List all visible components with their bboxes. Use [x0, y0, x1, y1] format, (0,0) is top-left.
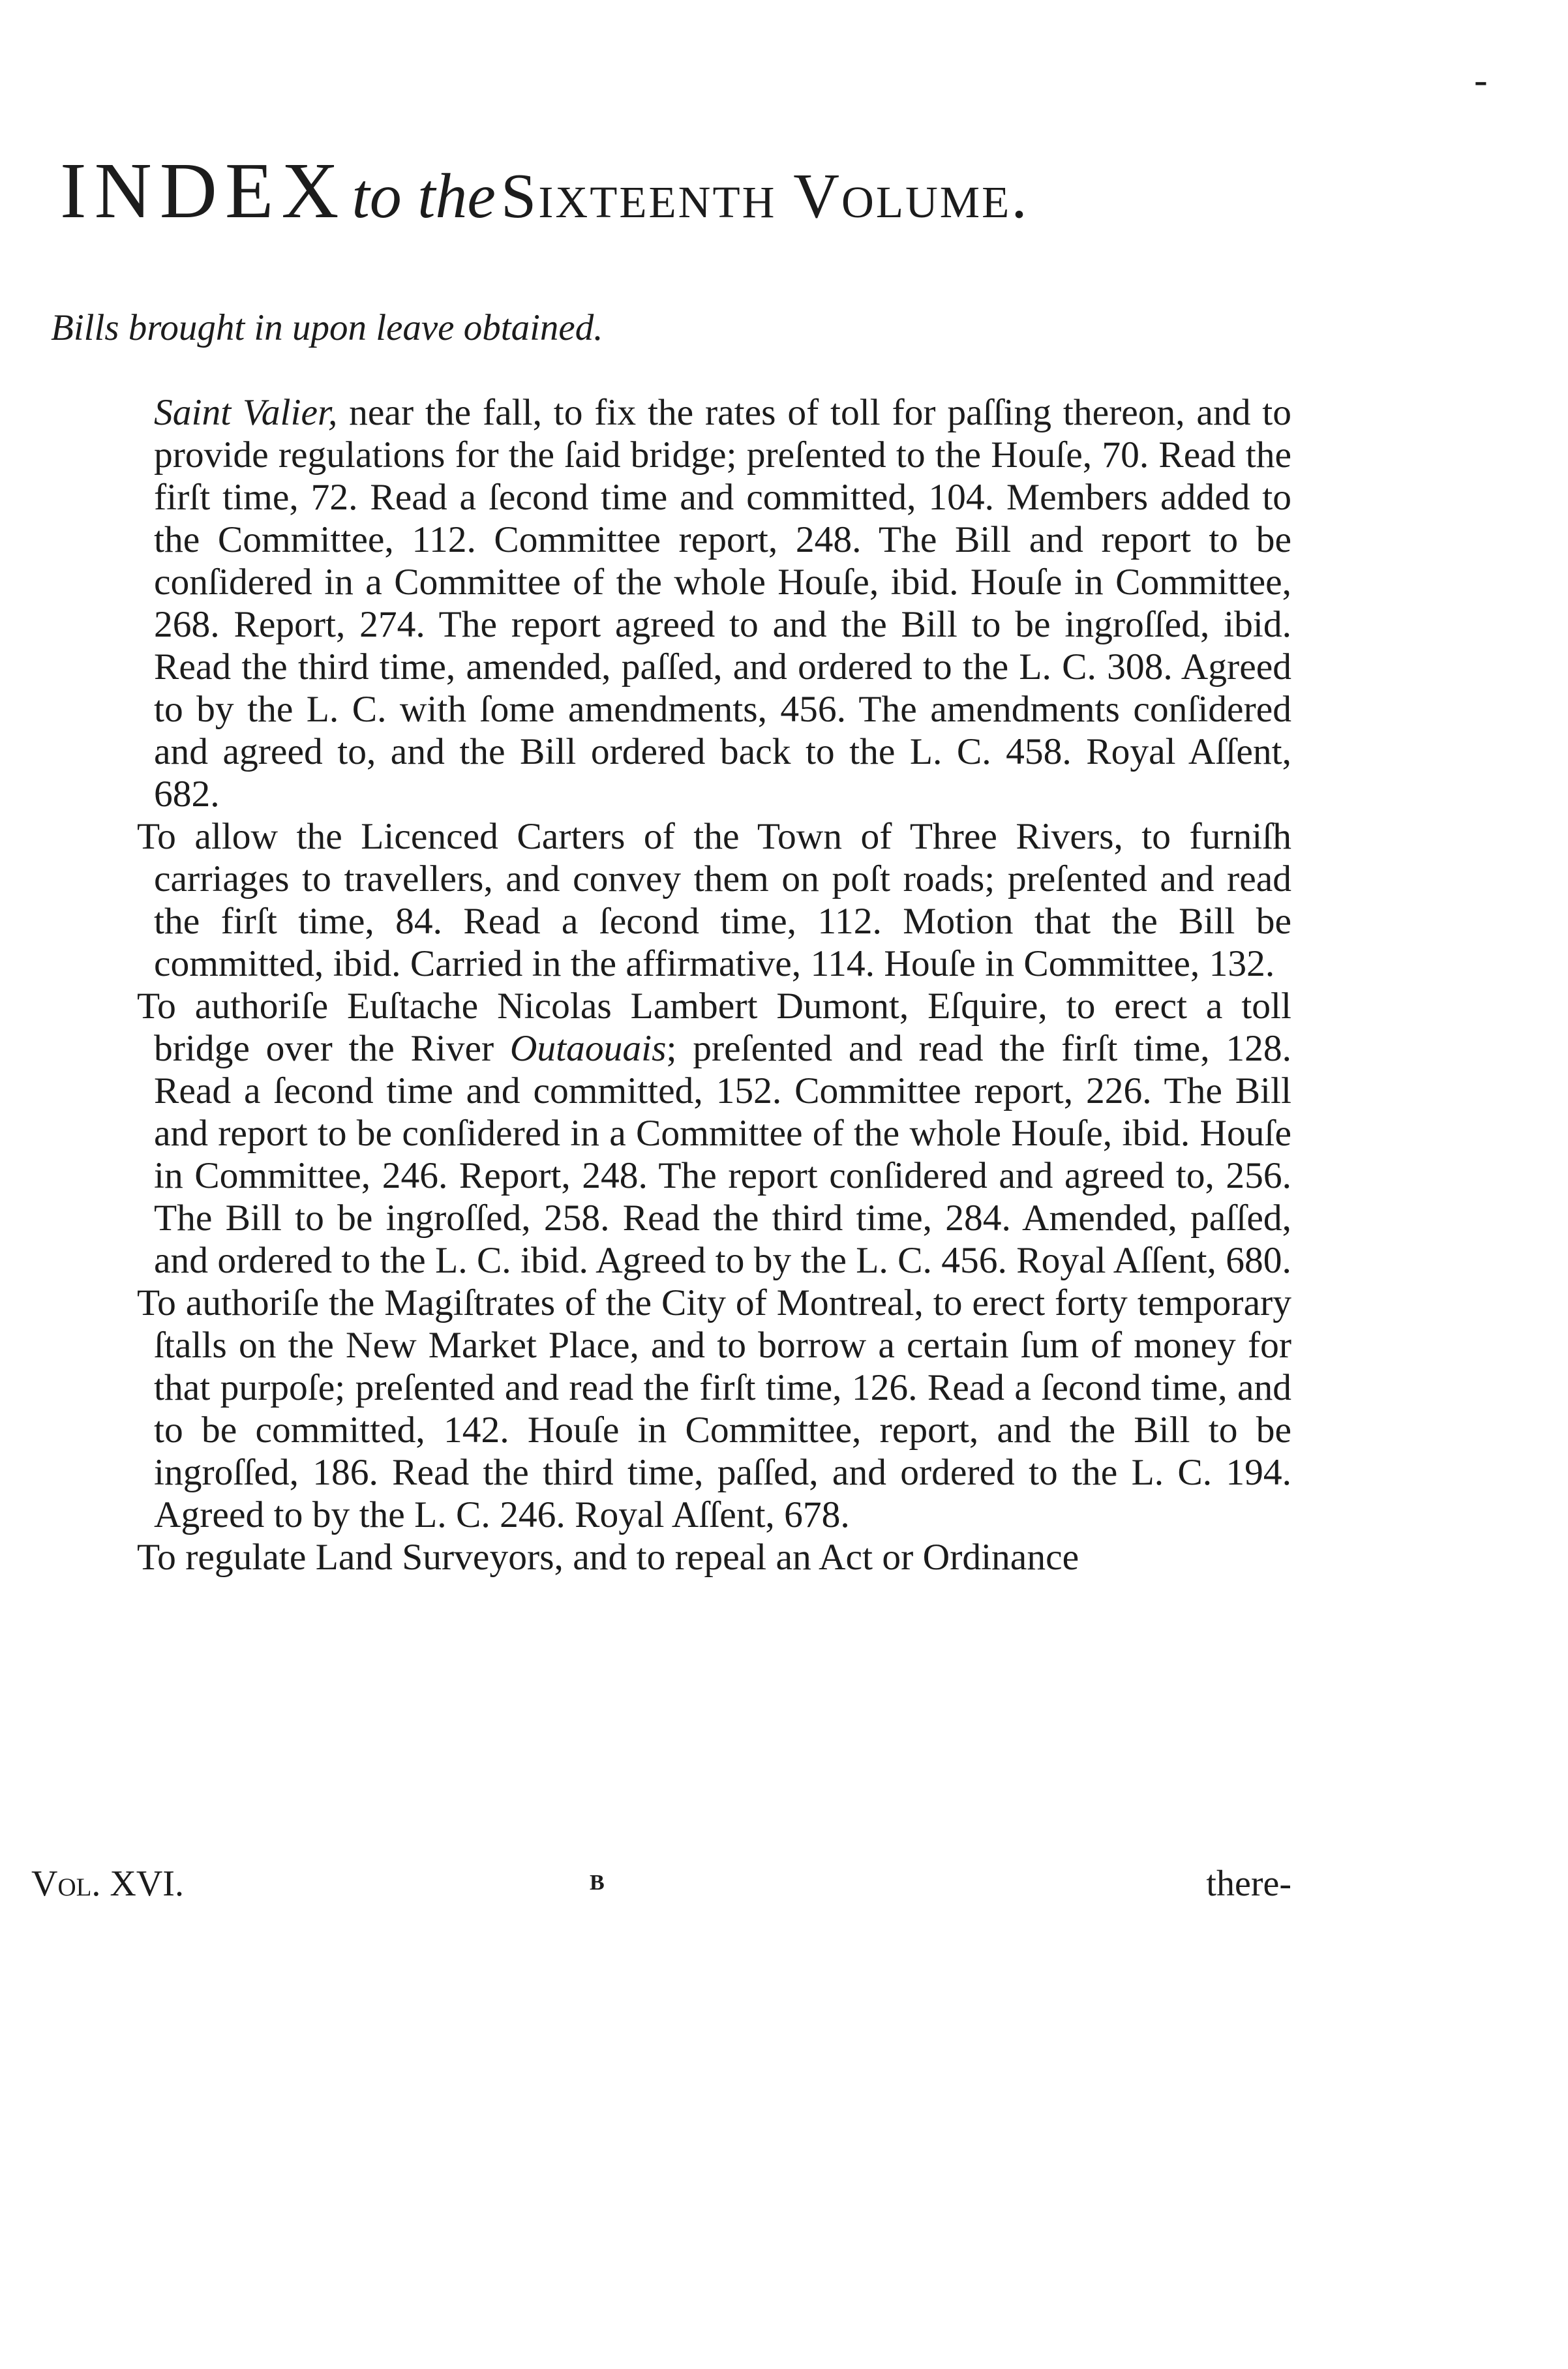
section-heading: Bills brought in upon leave obtained.	[51, 307, 603, 348]
entry-text: near the fall, to fix the rates of toll for paſſing thereon, and to provide regulations for the ſaid bridge; preſented to the Houſe, 70. Read the firſt time, 72. Read a ſecond time and committed, 104. Members added to the Committee, 112. Committee report, 248. The Bill and report to be conſidered in a Committee of the whole Houſe, ibid. Houſe in Committee, 268. Report, 274. The report agreed to and the Bill to be ingroſſed, ibid. Read the third time, amended, paſſed, and ordered to the L. C. 308. Agreed to by the L. C. with ſome amendments, 456. The amendments conſidered and agreed to, and the Bill ordered back to the L. C. 458. Royal Aſſent, 682.	[154, 392, 1291, 815]
index-entry-land-surveyors	[137, 1536, 1291, 1578]
entry-text-a: To authoriſe Euſtache Nicolas Lambert Dumont, Eſquire, to erect a toll bridge over the River	[137, 986, 1291, 1069]
footer-volume: Vol. XVI.	[31, 1864, 184, 1904]
title-index: INDEX	[60, 147, 347, 235]
footer-signature-mark: B	[590, 1871, 605, 1895]
entry-text-b: ; preſented and read the firſt time, 128. Read a ſecond time and committed, 152. Committee report, 226. The Bill and report to be conſidered in a Committee of the whole Houſe, ibid. Houſe in Committee, 246. Report, 248. The report conſidered and agreed to, 256. The Bill to be ingroſſed, 258. Read the third time, 284. Amended, paſſed, and ordered to the L. C. ibid. Agreed to by the L. C. 456. Royal Aſſent, 680.	[154, 1028, 1292, 1281]
index-entry-carters	[137, 815, 1291, 985]
footer-catchword: there-	[1206, 1864, 1291, 1904]
index-entry-saint-valier	[137, 391, 1291, 815]
entry-river-name: Outaouais	[509, 1028, 667, 1069]
entry-text: To authoriſe the Magiſtrates of the City of Montreal, to erect forty temporary ſtalls on the New Market Place, and to borrow a certain ſum of money for that purpoſe; preſented and read the firſt time, 126. Read a ſecond time, and to be committed, 142. Houſe in Committee, report, and the Bill to be ingroſſed, 186. Read the third time, paſſed, and ordered to the L. C. 194. Agreed to by the L. C. 246. Royal Aſſent, 678.	[137, 1282, 1291, 1535]
corner-mark: -	[1474, 58, 1488, 102]
page-footer	[31, 1865, 1291, 1911]
entry-lead-italic: Saint Valier,	[154, 392, 338, 433]
index-entries	[137, 391, 1291, 1578]
page-title	[60, 147, 1404, 235]
index-entry-toll-bridge	[137, 985, 1291, 1282]
title-volume: Sixteenth Volume.	[500, 161, 1029, 232]
entry-text: To allow the Licenced Carters of the Town of Three Rivers, to furniſh carriages to travellers, and convey them on poſt roads; preſented and read the firſt time, 84. Read a ſecond time, 112. Motion that the Bill be committed, ibid. Carried in the affirmative, 114. Houſe in Committee, 132.	[137, 816, 1291, 984]
title-to-the: to the	[352, 161, 496, 232]
entry-text: To regulate Land Surveyors, and to repeal an Act or Ordinance	[137, 1537, 1079, 1578]
index-entry-market-stalls	[137, 1282, 1291, 1536]
